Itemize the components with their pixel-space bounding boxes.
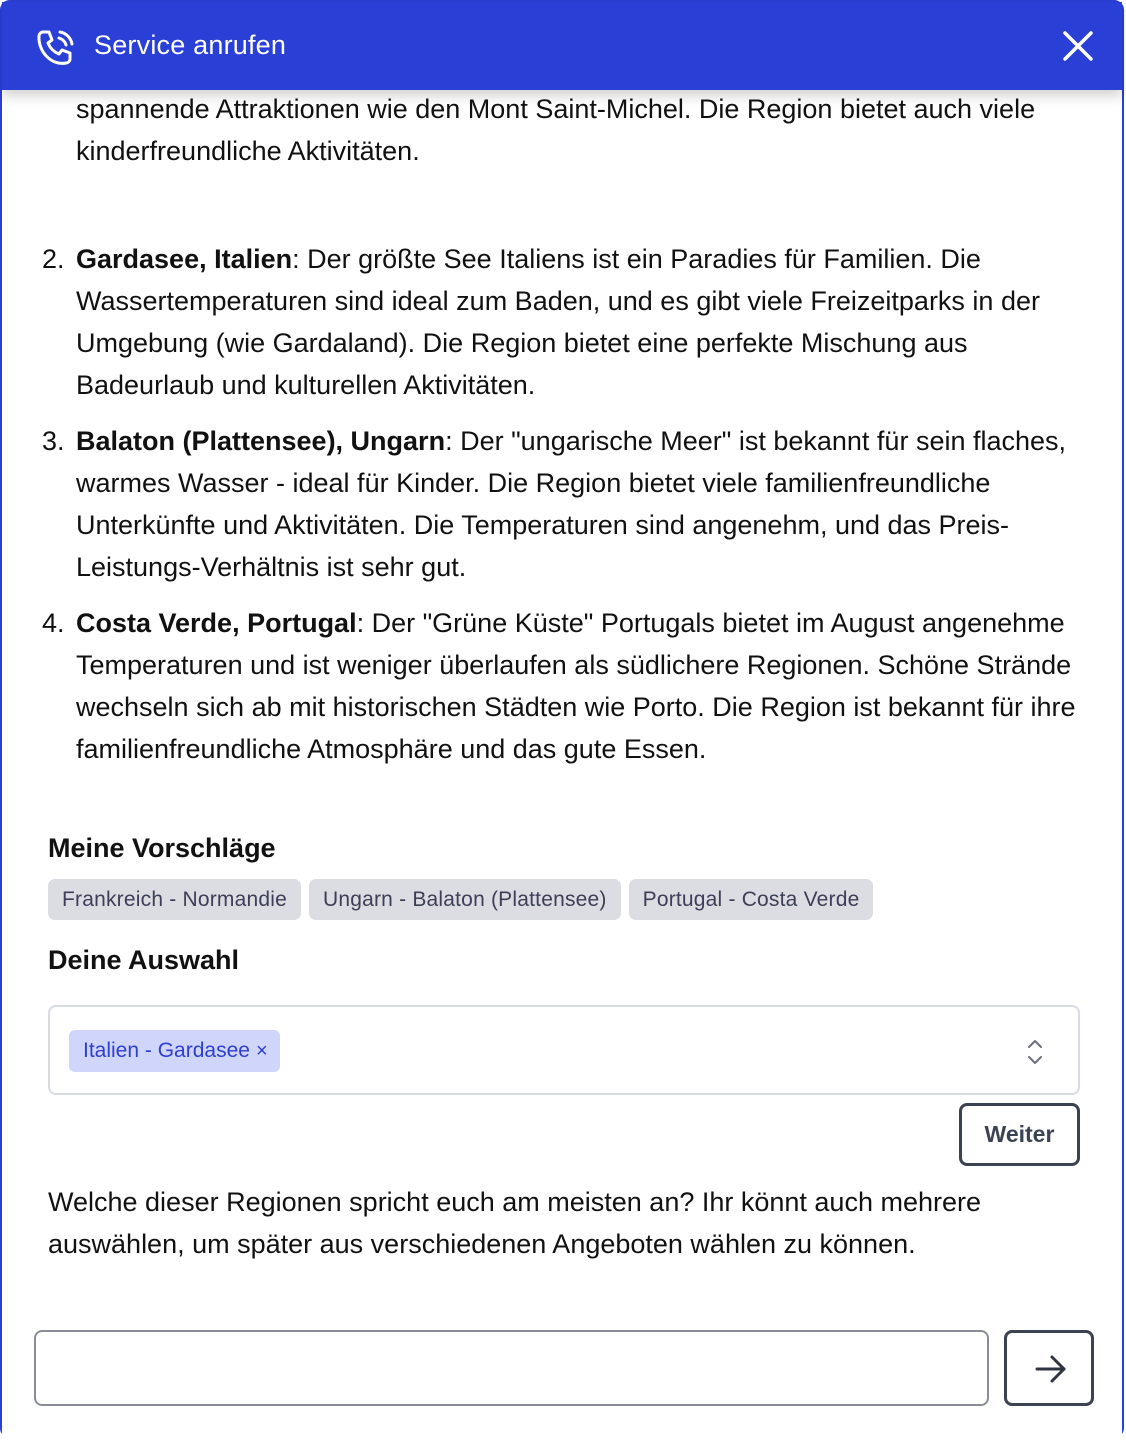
arrow-right-icon — [1034, 1354, 1068, 1384]
list-item — [2, 238, 1126, 406]
header-title: Service anrufen — [94, 30, 287, 60]
list-item-name: Costa Verde, Portugal — [76, 608, 357, 638]
chat-messages[interactable] — [2, 90, 1122, 1300]
selected-tag-gardasee — [69, 1030, 280, 1072]
region-list — [2, 238, 1126, 784]
close-icon[interactable] — [1060, 28, 1096, 64]
list-item — [2, 420, 1126, 588]
list-item-name: Gardasee, Italien — [76, 244, 293, 274]
list-item-name: Balaton (Plattensee), Ungarn — [76, 426, 446, 456]
selected-tag-label: Italien - Gardasee — [83, 1039, 250, 1062]
list-item-number: 2. — [42, 244, 65, 274]
chat-input-row — [2, 1300, 1122, 1440]
list-item-text: : Der "Grüne Küste" Portugals bietet im August angenehme Temperaturen und ist weniger überlaufen als südlichere Regionen. Schöne Strände wechseln sich ab mit historischen Städten wie Porto. Die Region ist bekannt für ihre familienfreundliche Atmosphäre und das gute Essen. — [76, 608, 1076, 764]
list-item — [2, 602, 1126, 770]
list-item-text: : Der größte See Italiens ist ein Paradies für Familien. Die Wassertemperaturen sind ideal zum Baden, und es gibt viele Freizeitparks in der Umgebung (wie Gardaland). Die Region bietet eine perfekte Mischung aus Badeurlaub und kulturellen Aktivitäten. — [76, 244, 1040, 400]
remove-tag-icon[interactable]: × — [255, 1040, 268, 1062]
list-item-number: 3. — [42, 426, 65, 456]
phone-call-icon — [36, 28, 76, 68]
assistant-question: Welche dieser Regionen spricht euch am meisten an? Ihr könnt auch mehrere auswählen, um später aus verschiedenen Angeboten wählen zu können. — [48, 1187, 982, 1259]
selection-multiselect[interactable] — [48, 1005, 1080, 1095]
list-item-text: spannende Attraktionen wie den Mont Saint-Michel. Die Region bietet auch viele kinderfreundliche Aktivitäten. — [76, 94, 1036, 166]
selection-title: Deine Auswahl — [48, 945, 240, 975]
chat-input[interactable] — [34, 1330, 989, 1406]
list-item-text: : Der "ungarische Meer" ist bekannt für sein flaches, warmes Wasser - ideal für Kinder. Die Region bietet viele familienfreundliche Unterkünfte und Aktivitäten. Die Temperaturen sind angenehm, und das Preis-Leistungs-Verhältnis ist sehr gut. — [76, 426, 1067, 582]
next-button[interactable]: Weiter — [959, 1103, 1080, 1166]
send-button[interactable] — [1004, 1330, 1094, 1406]
chevron-up-down-icon[interactable] — [1024, 1037, 1046, 1067]
chat-header — [2, 2, 1122, 90]
suggestion-chip-balaton[interactable]: Ungarn - Balaton (Plattensee) — [309, 879, 621, 920]
suggestion-chip-costa-verde[interactable]: Portugal - Costa Verde — [629, 879, 874, 920]
suggestions-title: Meine Vorschläge — [48, 833, 276, 863]
suggestion-chips — [48, 879, 873, 920]
suggestion-chip-normandie[interactable]: Frankreich - Normandie — [48, 879, 301, 920]
list-item-number: 4. — [42, 608, 65, 638]
